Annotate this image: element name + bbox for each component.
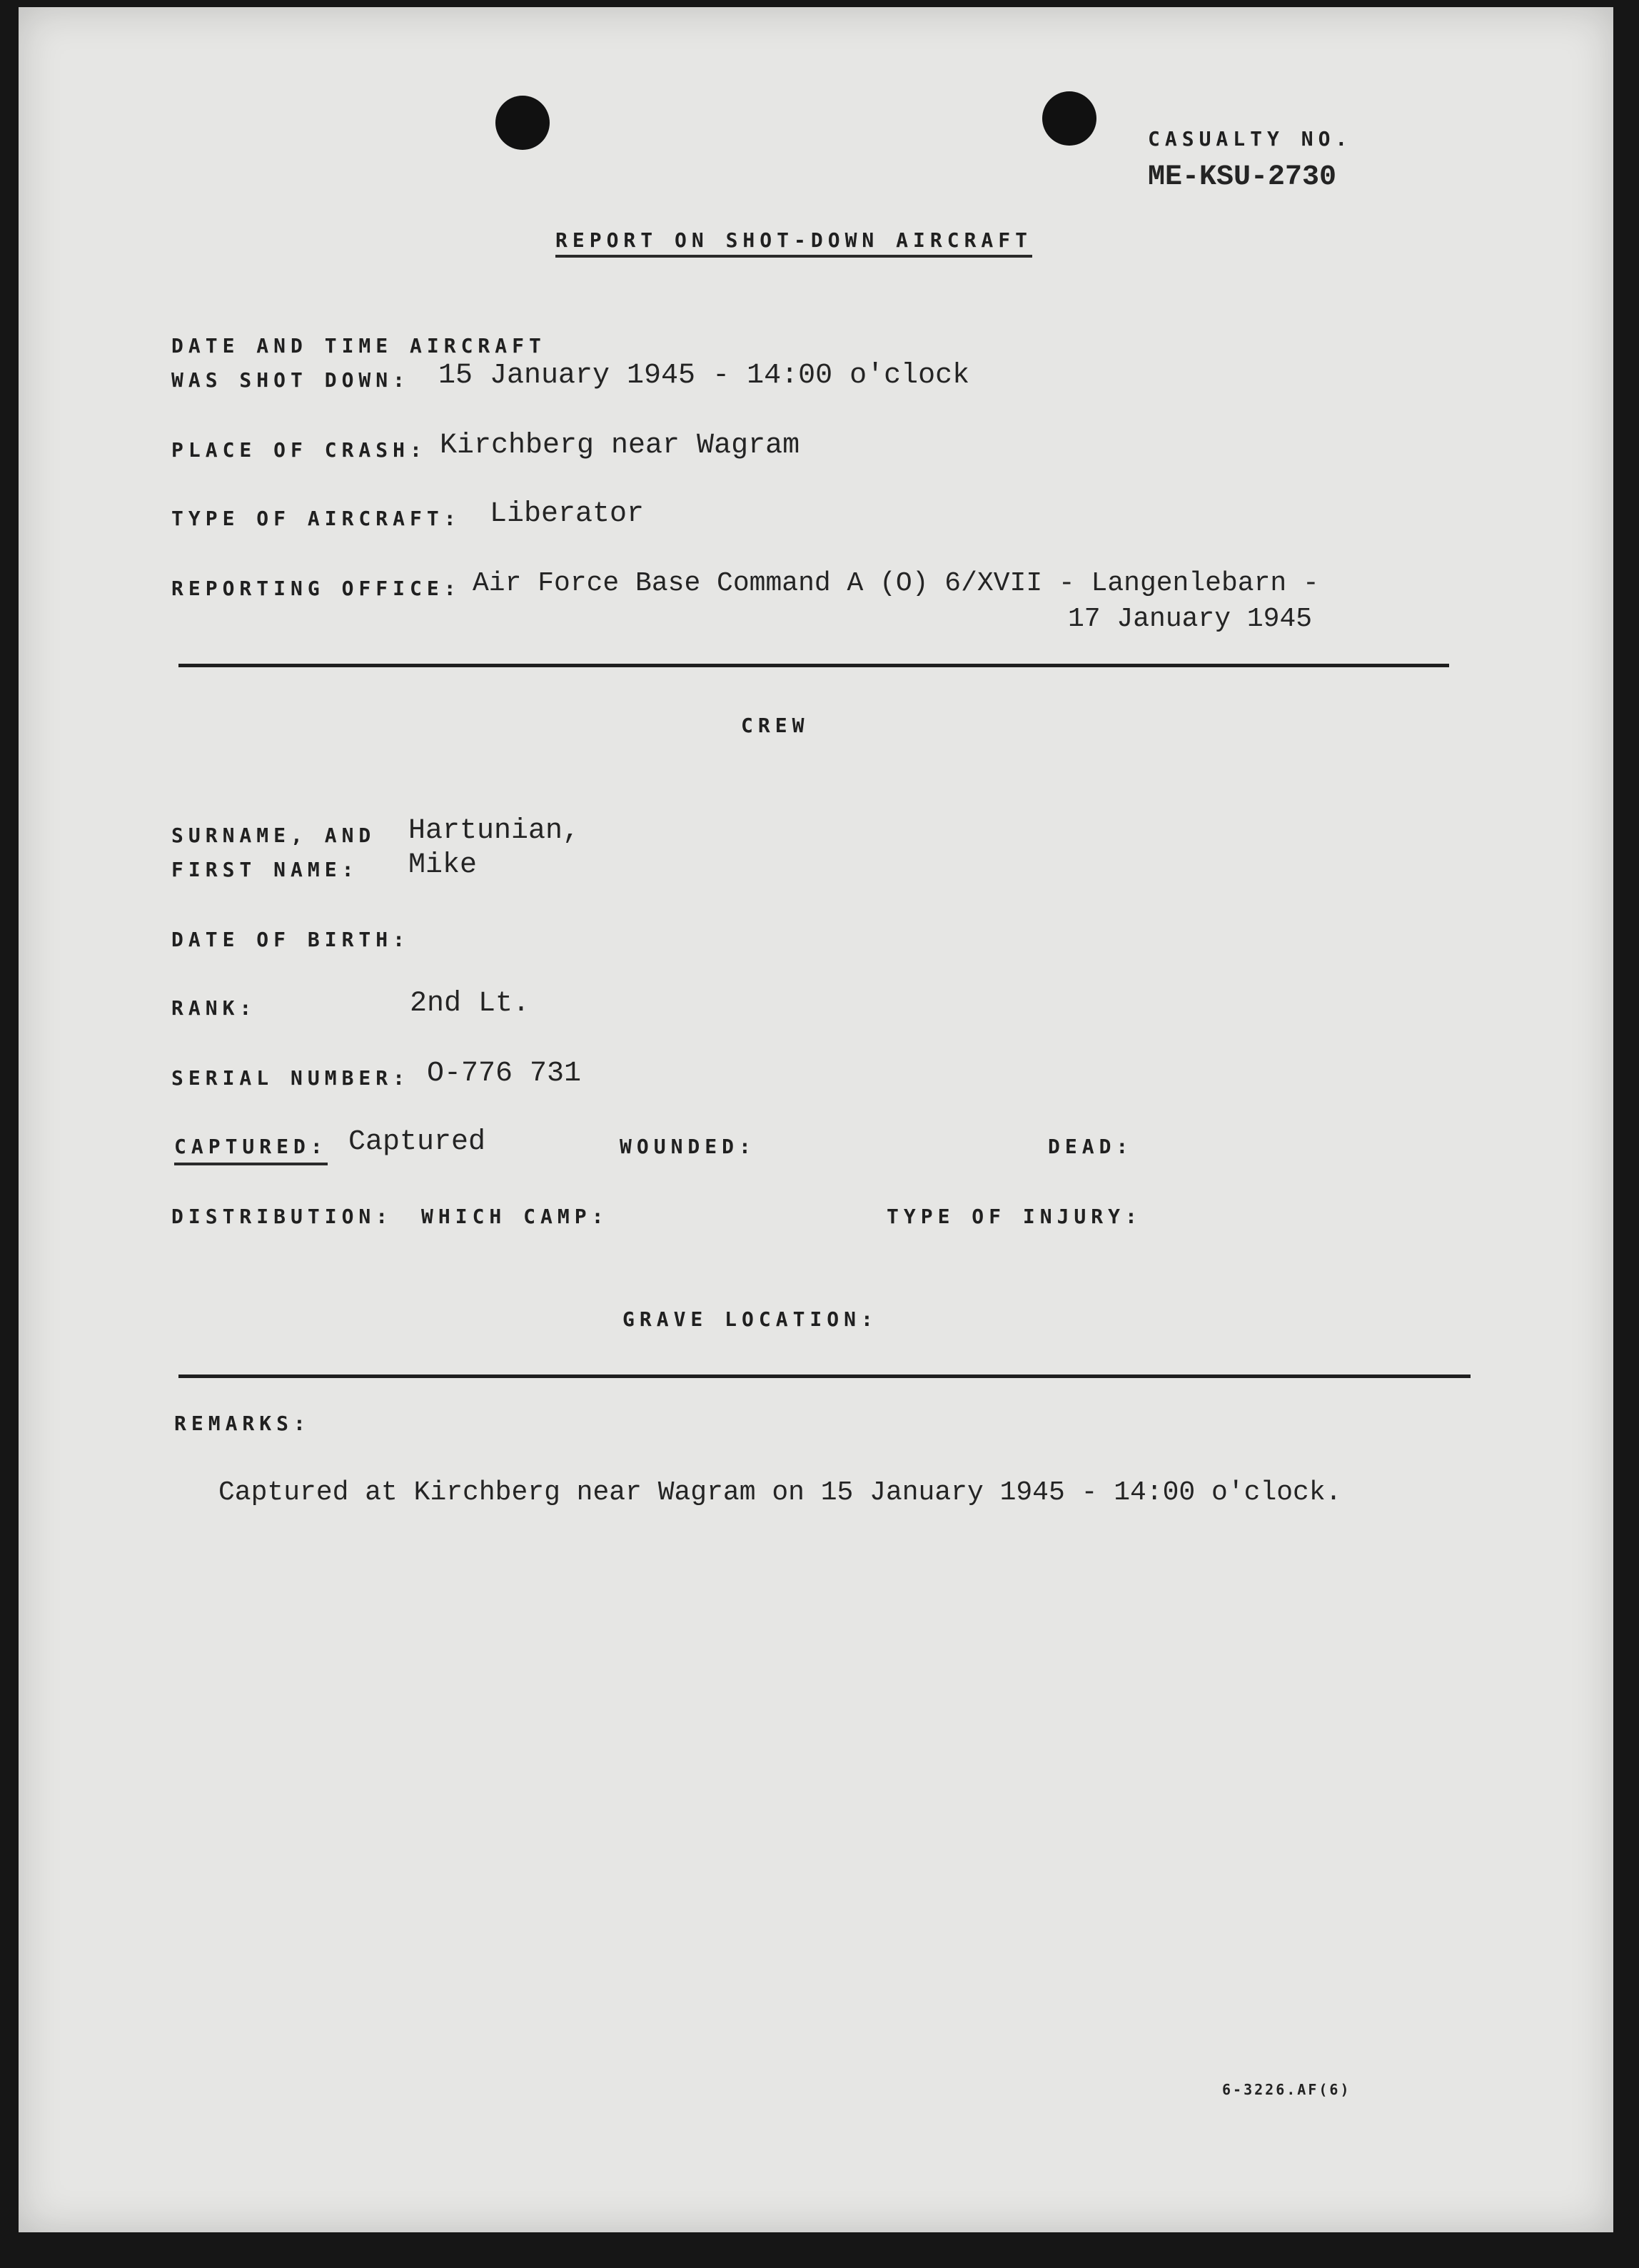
rank: 2nd Lt. xyxy=(410,988,530,1020)
reporting-office-line2: 17 January 1945 xyxy=(1068,604,1313,634)
reporting-office-line1: Air Force Base Command A (O) 6/XVII - Langenlebarn - xyxy=(473,568,1319,599)
casualty-number: ME-KSU-2730 xyxy=(1148,161,1337,193)
punch-hole-left xyxy=(495,96,550,150)
place-of-crash: Kirchberg near Wagram xyxy=(440,430,800,462)
reporting-office-label: REPORTING OFFICE: xyxy=(171,577,461,600)
serial-number: O-776 731 xyxy=(427,1058,582,1090)
remarks-text: Captured at Kirchberg near Wagram on 15 January 1945 - 14:00 o'clock. xyxy=(218,1477,1342,1508)
first-name-label: FIRST NAME: xyxy=(171,858,359,881)
grave-location-label: GRAVE LOCATION: xyxy=(622,1307,878,1331)
remarks-label: REMARKS: xyxy=(174,1412,311,1435)
captured-status: Captured xyxy=(348,1126,486,1158)
casualty-number-label: CASUALTY NO. xyxy=(1148,127,1353,151)
divider-top xyxy=(178,664,1449,667)
type-of-aircraft: Liberator xyxy=(490,498,645,530)
document-page xyxy=(19,7,1613,2232)
place-of-crash-label: PLACE OF CRASH: xyxy=(171,438,427,462)
wounded-label: WOUNDED: xyxy=(620,1135,756,1158)
type-of-injury-label: TYPE OF INJURY: xyxy=(887,1205,1142,1228)
dead-label: DEAD: xyxy=(1048,1135,1134,1158)
which-camp-label: WHICH CAMP: xyxy=(421,1205,609,1228)
distribution-label: DISTRIBUTION: xyxy=(171,1205,393,1228)
date-time-label-line2: WAS SHOT DOWN: xyxy=(171,368,410,392)
crew-heading: CREW xyxy=(741,714,810,737)
surname-label: SURNAME, AND xyxy=(171,824,376,847)
type-of-aircraft-label: TYPE OF AIRCRAFT: xyxy=(171,507,461,530)
divider-bottom xyxy=(178,1375,1471,1378)
date-time-label-line1: DATE AND TIME AIRCRAFT xyxy=(171,334,546,358)
date-of-birth-label: DATE OF BIRTH: xyxy=(171,928,410,951)
serial-number-label: SERIAL NUMBER: xyxy=(171,1066,410,1090)
punch-hole-right xyxy=(1042,91,1096,146)
first-name: Mike xyxy=(408,849,478,881)
shot-down-date-time: 15 January 1945 - 14:00 o'clock xyxy=(438,360,970,392)
surname: Hartunian, xyxy=(408,815,580,847)
rank-label: RANK: xyxy=(171,996,257,1020)
page-title: REPORT ON SHOT-DOWN AIRCRAFT xyxy=(555,228,1032,258)
form-number: 6-3226.AF(6) xyxy=(1222,2081,1351,2098)
captured-label: CAPTURED: xyxy=(174,1135,328,1165)
